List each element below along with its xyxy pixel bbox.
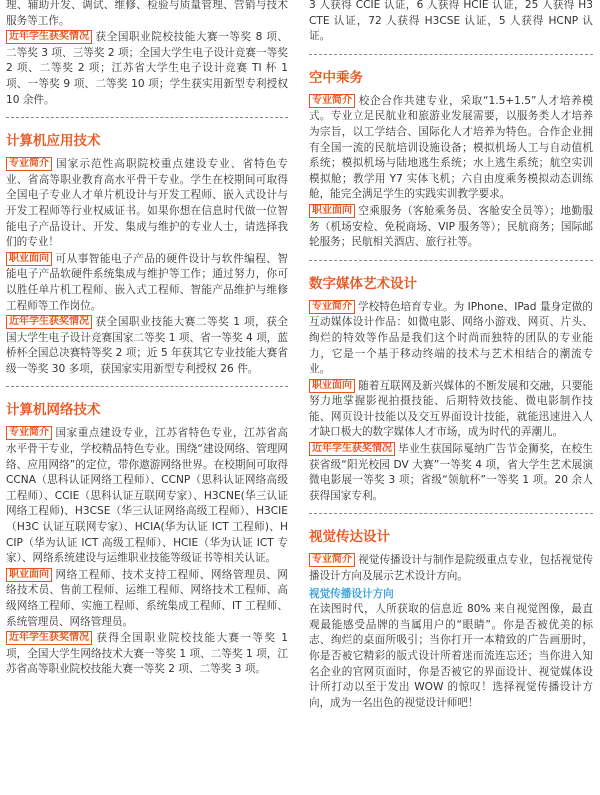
intro-text: 学校特色培育专业。为 IPhone、IPad 量身定做的互动媒体设计作品：如微电影、网络小游戏、网页、片头、绚烂的特效等作品是我们这个时尚而独特的团队的专业能力，它是一个基于移动终端的技术与艺术相结合的潮流专业。 — [309, 300, 593, 376]
career-text: 空乘服务（客舱乘务员、客舱安全员等）；地勤服务（机场安检、免税商场、VIP 服务等）；民航商务；国际邮轮服务；民航相关酒店、旅行社等。 — [309, 204, 593, 249]
intro-text: 校企合作共建专业，采取“1.5+1.5”人才培养模式。专业立足民航业和旅游业发展需要，以服务类人才培养为宗旨，以工学结合、国际化人才培养为特色。合作企业拥有全国一流的民航培训设施设备；模拟机场人工与自动值机系统；模拟机场与陆地逃生系统；水上逃生系统；航空实训模拟舱；教学用 Y7 实体飞机；六自由度乘务模拟动态训练舱，能完全满足学生的实践实训教学要求。 — [309, 94, 593, 201]
career-tag: 职业面向 — [6, 252, 52, 266]
body-paragraph: 在读图时代，人所获取的信息近 80% 来自视觉图像，最直观最能感受品牌的当属用户的“眼睛”。你是否被优美的标志、绚烂的桌面所吸引；当你打开一本精致的广告画册时，你是否被它精彩的版式设计所着迷而流连忘还；当你进入知名企业的官网页面时，你是否被它的界面设计、视觉媒体设计所打动以至于发出 WOW 的惊叹！选择视觉传播设计方向，成为一名出色的视觉设计师吧！ — [309, 603, 593, 709]
award-paragraph — [6, 315, 288, 377]
career-tag: 职业面向 — [309, 204, 355, 218]
section-title-visual-communication: 视觉传达设计 — [309, 529, 390, 546]
award-text: 获全国职业院校技能大赛一等奖 8 项、二等奖 3 项、三等奖 2 项；全国大学生电子设计竞赛一等奖 2 项、二等奖 2 项；江苏省大学生电子设计竞赛 TI 杯 1 项、一等奖 9 项、二等奖 10 项；学生获实用新型专利授权 10 余件。 — [6, 31, 288, 106]
section-title-flight-attendant: 空中乘务 — [309, 69, 363, 86]
divider — [309, 513, 593, 514]
section-title-computer-network: 计算机网络技术 — [6, 402, 101, 419]
award-text: 获得全国职业院校技能大赛一等奖 1 项，全国大学生网络技术大赛一等奖 1 项、二等奖 1 项，江苏省高等职业院校技能大赛一等奖 2 项、二等奖 3 项。 — [6, 632, 288, 676]
intro-tag: 专业简介 — [6, 426, 52, 440]
award-tag: 近年学生获奖情况 — [6, 631, 92, 645]
left-column — [6, 0, 288, 679]
intro-text: 视觉传播设计与制作是院级重点专业，包括视觉传播设计方向及展示艺术设计方向。 — [309, 554, 593, 583]
intro-paragraph — [6, 157, 288, 251]
subsection-title: 视觉传播设计方向 — [309, 587, 394, 600]
cert-continuation: 3 人获得 CCIE 认证，6 人获得 HCIE 认证，25 人获得 H3CTE 认证，72 人获得 H3CSE 认证，5 人获得 HCNP 认证。 — [309, 0, 593, 43]
intro-tag: 专业简介 — [309, 300, 355, 314]
right-column — [309, 0, 593, 712]
divider — [309, 260, 593, 261]
award-text: 获全国职业技能大赛二等奖 1 项，获全国大学生电子设计竞赛国家二等奖 1 项、省一等奖 4 项，蓝桥杯全国总决赛特等奖 2 项；近 5 年获其它专业技能大赛省级一等奖 30 多项，获国家实用新型专利授权 26 件。 — [6, 316, 288, 375]
intro-tag: 专业简介 — [309, 94, 355, 108]
section-title-computer-application: 计算机应用技术 — [6, 133, 101, 150]
career-paragraph — [6, 252, 288, 314]
divider — [309, 54, 593, 55]
career-paragraph — [309, 379, 593, 441]
intro-text: 国家重点建设专业，江苏省特色专业，江苏省高水平骨干专业，学校精品特色专业。围绕“建设网络、管理网络、应用网络”的定位，带你遨游网络世界。在校期间可取得 CCNA（思科认证网络工程师）、CCNP（思科认证网络高级工程师）、CCIE（思科认证互联网专家）、H3CNE(华三认证网络工程师)、H3CSE（华三认证网络高级工程师）、H3CIE（H3C 认证互联网专家）、HCIA(华为认证 ICT 工程师)、HCIP（华为认证 ICT 高级工程师）、HCIE（华为认证 ICT 专家）、网络系统建设与运维职业技能等级证书等相关认证。 — [6, 427, 288, 565]
award-tag: 近年学生获奖情况 — [6, 315, 92, 329]
divider — [6, 117, 288, 118]
intro-continuation: 理、辅助开发、调试、维修、检验与质量管理、营销与技术服务等工作。 — [6, 0, 288, 27]
award-paragraph — [309, 442, 593, 504]
intro-paragraph — [309, 300, 593, 378]
intro-paragraph — [6, 426, 288, 566]
career-text: 网络工程师、技术支持工程师、网络管理员、网络技术员、售前工程师、运维工程师、网络技术工程师、高级网络工程师、实施工程师、系统集成工程师、IT 工程师、系统管理员、网络管理员。 — [6, 568, 288, 628]
award-paragraph — [6, 631, 288, 678]
intro-paragraph — [309, 553, 593, 584]
award-tag: 近年学生获奖情况 — [309, 442, 395, 456]
career-paragraph — [6, 568, 288, 630]
intro-text: 国家示范性高职院校重点建设专业、省特色专业、省高等职业教育高水平骨干专业。学生在校期间可取得全国电子专业人才单片机设计与开发工程师、嵌入式设计与开发工程师等行业权威证书。如果你想在信息时代做一位智能电子产品设计、开发、集成与维护的专业人士，请选择我们的专业！ — [6, 158, 288, 249]
intro-paragraph — [309, 94, 593, 203]
career-paragraph — [309, 204, 593, 251]
award-paragraph — [6, 30, 288, 108]
award-text: 毕业生获国际戛纳广告节金狮奖，在校生获省级“阳光校园 DV 大赛”一等奖 4 项，省大学生艺术展演微电影展一等奖 3 项；省级“领航杯”一等奖 1 项。20 余人获得国家专利。 — [309, 443, 593, 502]
career-text: 可从事智能电子产品的硬件设计与软件编程、智能电子产品软硬件系统集成与维护等工作；通过努力，你可以胜任单片机工程师、嵌入式工程师、智能产品维护与维修工程师等工作岗位。 — [6, 252, 288, 312]
award-tag: 近年学生获奖情况 — [6, 30, 92, 44]
divider — [6, 386, 288, 387]
intro-tag: 专业简介 — [6, 157, 52, 171]
career-tag: 职业面向 — [309, 379, 355, 393]
intro-tag: 专业简介 — [309, 553, 355, 567]
section-title-digital-media-art: 数字媒体艺术设计 — [309, 275, 417, 292]
career-text: 随着互联网及新兴媒体的不断发展和交融，只要能努力地掌握影视拍摄技能、后期特效技能、微电影制作技能、网页设计技能以及交互界面设计技能，就能迅速进入人才缺口极大的数字媒体人才市场，成为时代的弄潮儿。 — [309, 379, 593, 439]
career-tag: 职业面向 — [6, 568, 52, 582]
